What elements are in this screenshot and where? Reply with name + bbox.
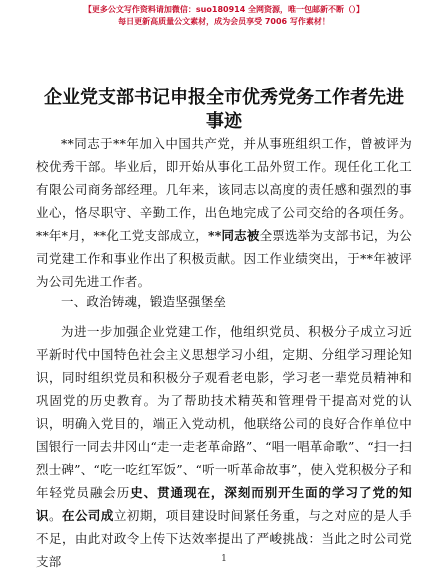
body-text-end: 立初期，项目建设时间紧任务重，与之对应的是人手不足，由此对政令上传下达效率提出了严峻挑战：当此之时公司党支部 [36,508,413,569]
document-title: 企业党支部书记申报全市优秀党务工作者先进事迹 [44,87,404,132]
body-bold-text-2: 在公司成 [61,508,114,523]
section-heading-text: 一、政治铸魂，锻造坚强堡垒 [61,294,227,309]
promo-banner [0,4,448,28]
intro-text: **同志于**年加入中国共产党，并从事班组织工作，曾被评为校优秀干部。毕业后，即开始从事化工品外贸工作。现任化工化工有限公司商务部经理。几年来，该同志以高度的责任感和强烈的事业心，恪尽职守、辛勤工作，出色地完成了公司交给的各项任务。**年*月，**化工党支部成立， [36,136,412,243]
section-heading [36,290,412,313]
intro-bold-text: **同志被 [207,228,260,243]
body-paragraph [36,320,412,573]
intro-text-end: 全票选举为支部书记，为公司党建工作和事业作出了积极贡献。因工作业绩突出，于**年被评为公司先进工作者。 [36,228,413,289]
body-punct: 。 [48,508,62,523]
body-text: 为进一步加强企业党建工作，他组织党员、积极分子成立习近平新时代中国特色社会主义思想学习小组，定期、分组学习理论知识，同时组织党员和积极分子观看老电影，学习老一辈党员精神和巩固党的历史教育。为了帮助技术精英和管理骨干提高对党的认识，明确入党目的，端正入党动机，他联络公司的良好合作单位中国银行一同去井冈山“走一走老革命路”、“唱一唱革命歌”、“扫一扫烈士碑”、“吃一吃红军饭”、“听一听革命故事”，使入党积极分子和年轻党员融会历 [36,324,412,500]
promo-banner-line2: 每日更新高质量公文素材，成为会员享受 7006 写作素材！ [118,17,330,26]
body-bold-text: 史、贯通现在，深刻而别开生面的学习了党的知识 [36,485,412,523]
promo-banner-line1: 【更多公文写作资料请加微信：suo180914 全网资源，唯一包邮新不断（）】 [83,5,365,14]
page-number: 1 [221,554,227,564]
intro-paragraph [36,132,412,293]
